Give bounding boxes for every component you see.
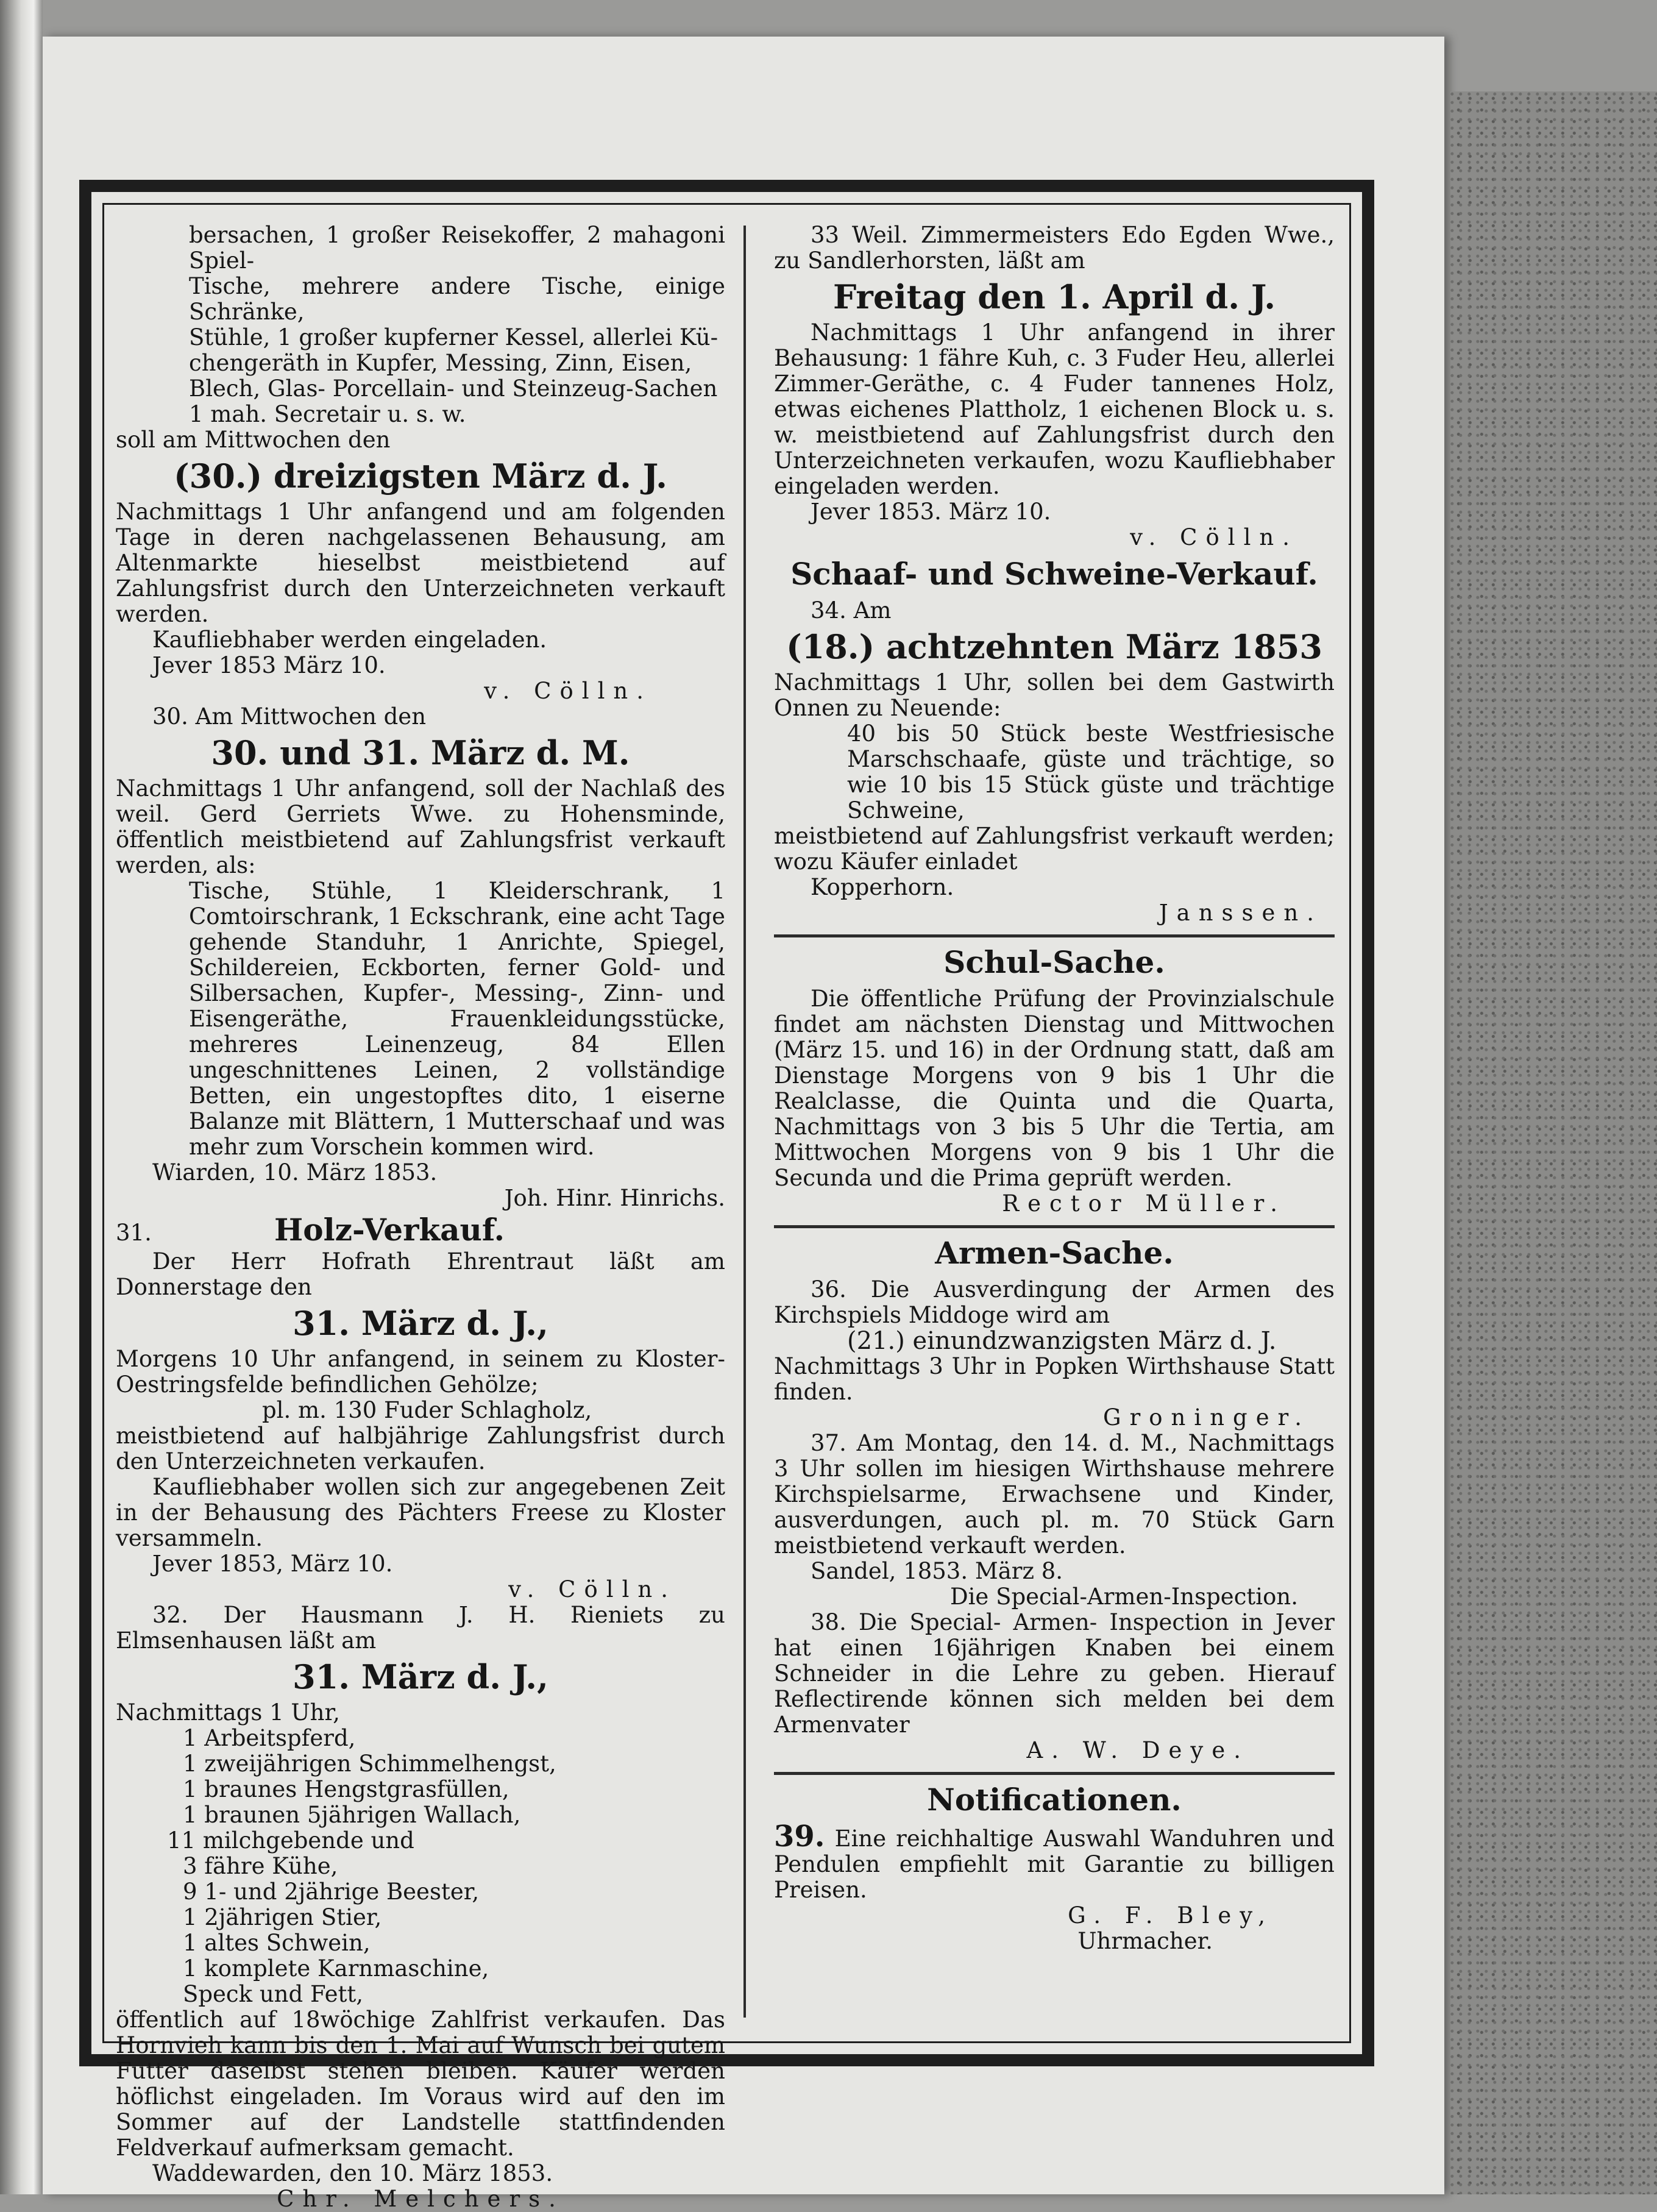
notice-signature: v. Cölln.: [1130, 524, 1298, 550]
notice-body: Nachmittags 1 Uhr anfangend, soll der Nachlaß des weil. Gerd Gerriets Wwe. zu Hohensminde, öffentlich meistbietend auf Zahlungsfrist verkauft werden, als:: [116, 775, 725, 878]
list-item: 11 milchgebende und: [167, 1827, 414, 1854]
intro-line: Stühle, 1 großer kupferner Kessel, allerlei Kü-: [189, 324, 719, 350]
notice-signature: v. Cölln.: [508, 1576, 676, 1602]
notice-item: 40 bis 50 Stück beste Westfriesische Marschschaafe, güste und trächtige, so wie 10 bis 15 Stück güste und trächtige Schweine,: [847, 720, 1335, 823]
notice-invite: Kaufliebhaber werden eingeladen.: [152, 627, 547, 653]
notice-signature: Joh. Hinr. Hinrichs.: [504, 1185, 725, 1211]
list-item: 1 altes Schwein,: [183, 1930, 371, 1956]
notice-body: meistbietend auf halbjährige Zahlungsfrist durch den Unterzeichneten verkaufen.: [116, 1423, 725, 1474]
list-item: Speck und Fett,: [183, 1981, 363, 2007]
notice-date: (18.) achtzehnten März 1853: [786, 627, 1322, 666]
notice-signature: Die Special-Armen-Inspection.: [949, 1584, 1298, 1610]
list-item: 1 2jährigen Stier,: [183, 1904, 382, 1930]
notice-text: Eine reichhaltige Auswahl Wanduhren und Pendulen empfiehlt mit Garantie zu billigen Preisen.: [774, 1826, 1335, 1903]
notice-place: Wiarden, 10. März 1853.: [152, 1159, 438, 1186]
notice-item: pl. m. 130 Fuder Schlagholz,: [262, 1397, 592, 1423]
section-rule: [774, 1772, 1335, 1775]
notice-body: Der Herr Hofrath Ehrentraut läßt am Donnerstage den: [116, 1248, 725, 1300]
notice-signature: Rector Müller.: [1002, 1190, 1286, 1217]
book-gutter: [0, 0, 43, 2194]
notice-header: [116, 1211, 725, 1249]
printed-frame: [79, 180, 1374, 2212]
notice-date: 31. März d. J.,: [293, 1657, 548, 1696]
notice-place: Sandel, 1853. März 8.: [811, 1558, 1063, 1584]
notice-signature: Janssen.: [1158, 900, 1322, 926]
section-heading: Schaaf- und Schweine-Verkauf.: [790, 556, 1318, 592]
notice-body: Nachmittags 3 Uhr in Popken Wirthshause Statt finden.: [774, 1353, 1335, 1405]
notice-body: 38. Die Special- Armen- Inspection in Jever hat einen 16jährigen Knaben bei einem Schneider in die Lehre zu geben. Hierauf Reflectirende können sich melden bei dem Armenvater: [774, 1609, 1335, 1738]
list-item: 3 fähre Kühe,: [183, 1853, 338, 1879]
notice-body: Morgens 10 Uhr anfangend, in seinem zu Kloster-Oestringsfelde befindlichen Gehölze;: [116, 1346, 725, 1398]
section-heading: Schul-Sache.: [943, 944, 1165, 980]
notice-number: 31.: [116, 1220, 152, 1246]
notice-line: 34. Am: [811, 597, 892, 624]
notice-signature: v. Cölln.: [484, 678, 652, 704]
notice-number: 39.: [774, 1819, 825, 1854]
list-item: 1 komplete Karnmaschine,: [183, 1955, 489, 1982]
notice-time: Nachmittags 1 Uhr,: [116, 1699, 340, 1726]
notice-body: [774, 1819, 1335, 1903]
notice-signature: A. W. Deye.: [1026, 1737, 1249, 1763]
intro-line: Blech, Glas- Porcellain- und Steinzeug-Sachen: [189, 375, 718, 402]
notice-date: 31. März d. J.,: [293, 1304, 548, 1343]
left-column: [116, 222, 725, 2212]
notice-body: Nachmittags 1 Uhr anfangend und am folgenden Tage in deren nachgelassenen Behausung, am Altenmarkte hieselbst meistbietend auf Zahlungsfrist durch den Unterzeichneten verkauft werden.: [116, 499, 725, 627]
intro-line: Tische, mehrere andere Tische, einige Schränke,: [189, 273, 725, 325]
notice-signature: Chr. Melchers.: [277, 2186, 564, 2212]
item-list: [116, 1726, 725, 2007]
list-item: 1 Arbeitspferd,: [183, 1725, 356, 1751]
column-divider: [743, 226, 746, 2018]
intro-line: 1 mah. Secretair u. s. w.: [189, 401, 466, 427]
list-item: 1 braunes Hengstgrasfüllen,: [183, 1776, 509, 1802]
notice-line: 36. Die Ausverdingung der Armen des Kirchspiels Middoge wird am: [774, 1276, 1335, 1328]
notice-line: 33 Weil. Zimmermeisters Edo Egden Wwe., zu Sandlerhorsten, läßt am: [774, 222, 1335, 274]
list-item: 1 zweijährigen Schimmelhengst,: [183, 1751, 556, 1777]
notice-signature-title: Uhrmacher.: [1077, 1928, 1213, 1954]
section-heading: Notificationen.: [927, 1782, 1182, 1818]
notice-date: 30. und 31. März d. M.: [211, 733, 630, 772]
notice-line: 30. Am Mittwochen den: [152, 703, 427, 730]
notice-body: Die öffentliche Prüfung der Provinzialschule findet am nächsten Dienstag und Mittwochen (März 15. und 16) in der Ordnung statt, daß am Dienstage Morgens von 9 bis 1 Uhr die Realclasse, die Quinta und die Quarta, Nachmittags von 3 bis 5 Uhr die Tertia, am Mittwochen Morgens von 9 bis 1 Uhr die Secunda und die Prima geprüft werden.: [774, 986, 1335, 1191]
notice-invite: Kaufliebhaber wollen sich zur angegebenen Zeit in der Behausung des Pächters Freese zu Kloster versammeln.: [116, 1474, 725, 1551]
notice-signature: G. F. Bley,: [1068, 1902, 1274, 1929]
list-item: 1 braunen 5jährigen Wallach,: [183, 1802, 521, 1828]
notice-line: soll am Mittwochen den: [116, 427, 391, 453]
intro-line: bersachen, 1 großer Reisekoffer, 2 mahagoni Spiel-: [189, 222, 725, 274]
notice-list: Tische, Stühle, 1 Kleiderschrank, 1 Comtoirschrank, 1 Eckschrank, eine acht Tage gehende Standuhr, 1 Anrichte, Spiegel, Schildereien, Eckborten, ferner Gold- und Silbersachen, Kupfer-, Messing-, Zinn- und Eisengeräthe, Frauenkleidungsstücke, mehreres Leinenzeug, 84 Ellen ungeschnittenes Leinen, 2 vollständige Betten, ein ungestopftes dito, 1 eiserne Balanze mit Blättern, 1 Mutterschaaf und was mehr zum Vorschein kommen wird.: [189, 878, 725, 1160]
notice-place: Jever 1853 März 10.: [152, 652, 386, 678]
notice-body: Nachmittags 1 Uhr anfangend in ihrer Behausung: 1 fähre Kuh, c. 3 Fuder Heu, allerlei Zimmer-Geräthe, c. 4 Fuder tannenes Holz, etwas eichenes Plattholz, 1 eichenen Block u. s. w. meistbietend auf Zahlungsfrist durch den Unterzeichneten verkaufen, wozu Kaufliebhaber eingeladen werden.: [774, 319, 1335, 499]
notice-signature: Groninger.: [1103, 1404, 1310, 1431]
right-column: [774, 222, 1335, 2030]
notice-date: (30.) dreizigsten März d. J.: [174, 457, 667, 496]
notice-body: Nachmittags 1 Uhr, sollen bei dem Gastwirth Onnen zu Neuende:: [774, 669, 1335, 721]
notice-place: Waddewarden, den 10. März 1853.: [152, 2160, 553, 2186]
notice-body: meistbietend auf Zahlungsfrist verkauft werden; wozu Käufer einladet: [774, 823, 1335, 875]
section-rule: [774, 934, 1335, 937]
section-heading: Armen-Sache.: [935, 1235, 1174, 1271]
marbled-page-edge: [1450, 91, 1657, 2194]
intro-list: [116, 222, 725, 427]
notice-line: 32. Der Hausmann J. H. Rieniets zu Elmsenhausen läßt am: [116, 1602, 725, 1654]
notice-body: 37. Am Montag, den 14. d. M., Nachmittags 3 Uhr sollen im hiesigen Wirthshause mehrere Kirchspielsarme, Erwachsene und Kinder, ausverdungen, auch pl. m. 70 Stück Garn meistbietend verkauft werden.: [774, 1430, 1335, 1559]
list-item: 9 1- und 2jährige Beester,: [183, 1879, 480, 1905]
notice-date: Freitag den 1. April d. J.: [833, 277, 1276, 316]
notice-date: (21.) einundzwanzigsten März d. J.: [847, 1327, 1277, 1355]
notice-place: Jever 1853. März 10.: [811, 499, 1051, 525]
notice-place: Jever 1853, März 10.: [152, 1551, 393, 1577]
section-heading: Holz-Verkauf.: [274, 1212, 505, 1248]
intro-line: chengeräth in Kupfer, Messing, Zinn, Eisen,: [189, 350, 692, 376]
notice-body: öffentlich auf 18wöchige Zahlfrist verkaufen. Das Hornvieh kann bis den 1. Mai auf Wunsch bei gutem Futter daselbst stehen bleiben. Käufer werden höflichst eingeladen. Im Voraus wird auf den im Sommer auf der Landstelle stattfindenden Feldverkauf aufmerksam gemacht.: [116, 2007, 725, 2161]
section-rule: [774, 1225, 1335, 1228]
notice-place: Kopperhorn.: [811, 874, 954, 900]
